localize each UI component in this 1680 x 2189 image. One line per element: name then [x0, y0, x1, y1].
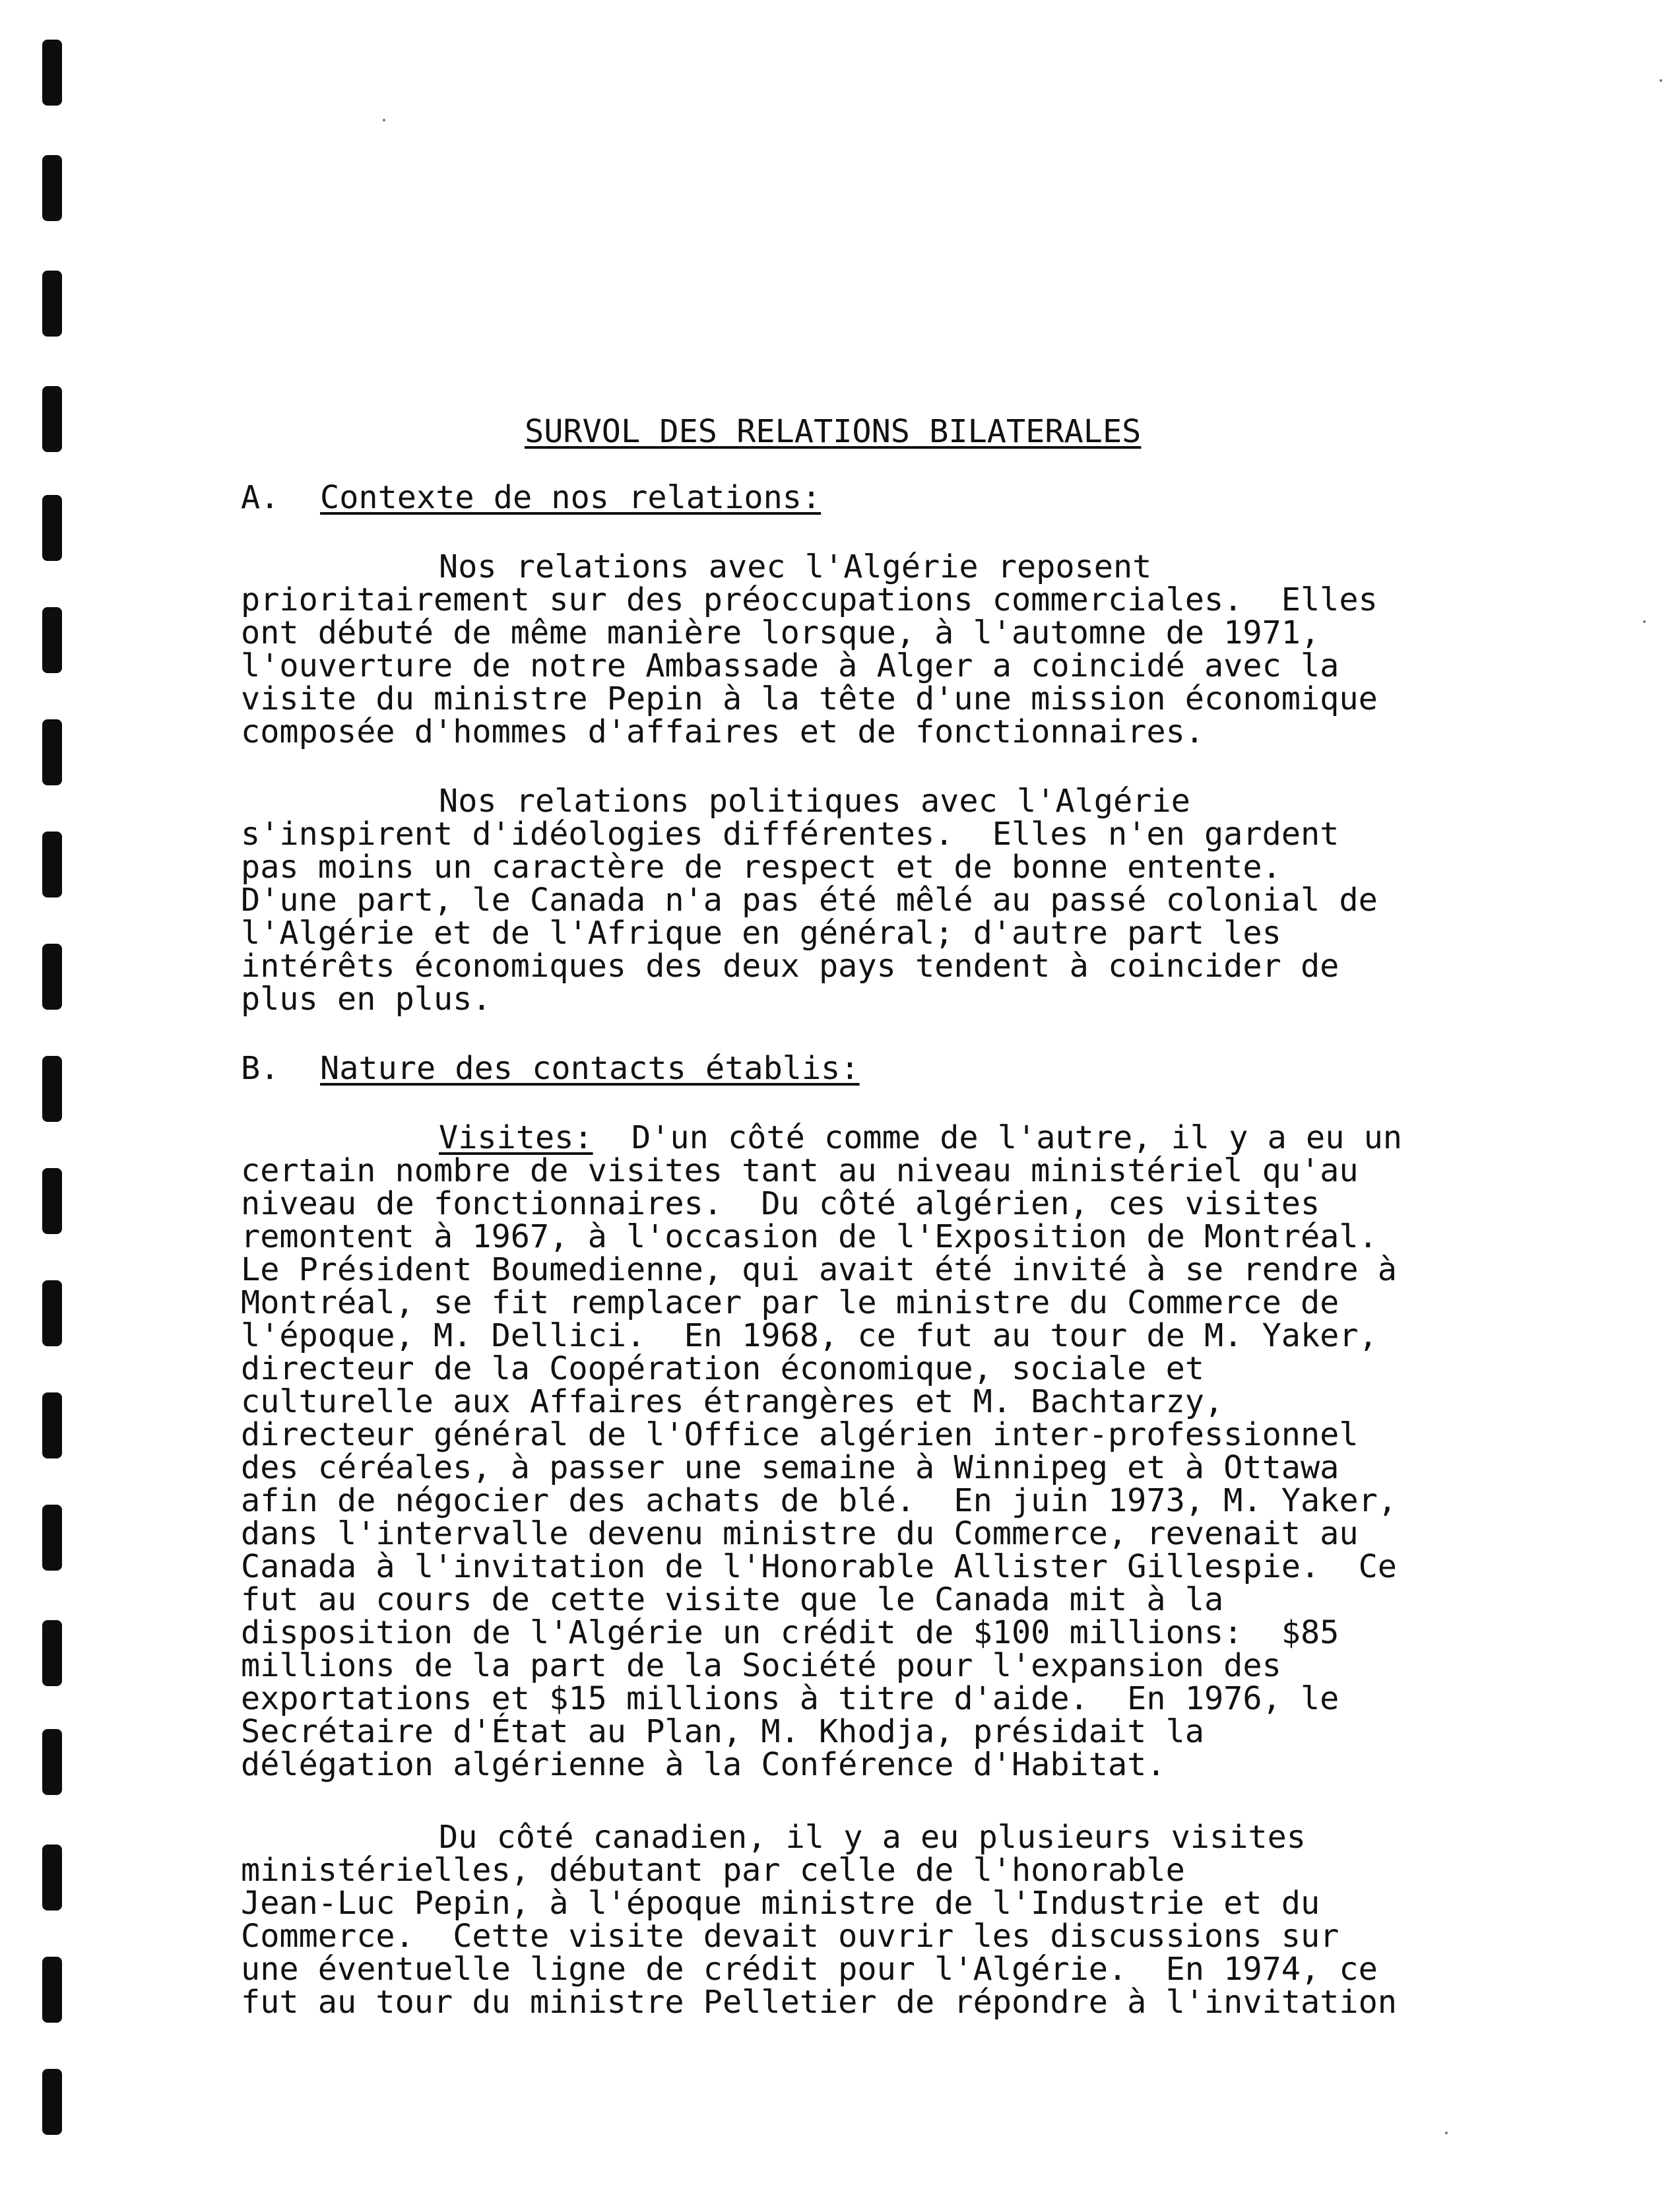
- section-a-letter: A.: [241, 479, 280, 516]
- text-line: s'inspirent d'idéologies différentes. Elles n'en gardent: [241, 816, 1340, 853]
- text-line: directeur de la Coopération économique, sociale et: [241, 1350, 1204, 1387]
- text-line: intérêts économiques des deux pays tendent à coincider de: [241, 948, 1340, 985]
- binding-hole: [42, 1845, 62, 1911]
- text-line: Nos relations politiques avec l'Algérie: [439, 783, 1190, 820]
- text-line: Canada à l'invitation de l'Honorable Allister Gillespie. Ce: [241, 1548, 1397, 1585]
- binding-hole: [42, 1392, 62, 1458]
- binding-hole: [42, 386, 62, 452]
- text-line: afin de négocier des achats de blé. En juin 1973, M. Yaker,: [241, 1482, 1397, 1519]
- binding-hole: [42, 1280, 62, 1346]
- text-line: [439, 1119, 1402, 1156]
- text-line: Du côté canadien, il y a eu plusieurs visites: [439, 1819, 1306, 1856]
- section-b-letter: B.: [241, 1050, 280, 1087]
- binding-hole: [42, 1056, 62, 1122]
- text-line: remontent à 1967, à l'occasion de l'Exposition de Montréal.: [241, 1218, 1378, 1255]
- text-line: certain nombre de visites tant au niveau ministériel qu'au: [241, 1152, 1359, 1189]
- text-line: culturelle aux Affaires étrangères et M. Bachtarzy,: [241, 1383, 1224, 1420]
- text-line: Secrétaire d'État au Plan, M. Khodja, présidait la: [241, 1713, 1204, 1750]
- text-line: plus en plus.: [241, 981, 492, 1018]
- binding-hole: [42, 2069, 62, 2135]
- scan-speck: [1643, 620, 1646, 623]
- text-line: l'Algérie et de l'Afrique en général; d'autre part les: [241, 915, 1281, 952]
- text-line: l'époque, M. Dellici. En 1968, ce fut au tour de M. Yaker,: [241, 1317, 1378, 1354]
- text-line: prioritairement sur des préoccupations commerciales. Elles: [241, 581, 1378, 618]
- binding-hole: [42, 1957, 62, 2023]
- text-line: pas moins un caractère de respect et de bonne entente.: [241, 849, 1281, 886]
- binding-hole: [42, 607, 62, 673]
- section-a-heading: Contexte de nos relations:: [320, 479, 822, 516]
- text-line: visite du ministre Pepin à la tête d'une mission économique: [241, 680, 1378, 717]
- text-line: ministérielles, débutant par celle de l'honorable: [241, 1852, 1185, 1889]
- section-b-heading: Nature des contacts établis:: [320, 1050, 860, 1087]
- binding-hole: [42, 719, 62, 785]
- text-line: composée d'hommes d'affaires et de fonctionnaires.: [241, 713, 1204, 750]
- scan-speck: [1445, 2132, 1448, 2134]
- visits-label: Visites:: [439, 1119, 593, 1156]
- binding-hole: [42, 1620, 62, 1686]
- text-line: exportations et $15 millions à titre d'aide. En 1976, le: [241, 1680, 1340, 1717]
- text-line: Le Président Boumedienne, qui avait été invité à se rendre à: [241, 1251, 1397, 1288]
- binding-holes: [0, 0, 79, 2189]
- binding-hole: [42, 1729, 62, 1795]
- text-line: fut au cours de cette visite que le Canada mit à la: [241, 1581, 1224, 1618]
- binding-hole: [42, 271, 62, 337]
- text-line: disposition de l'Algérie un crédit de $100 millions: $85: [241, 1614, 1340, 1651]
- document-title: SURVOL DES RELATIONS BILATERALES: [525, 413, 1142, 450]
- text-line: millions de la part de la Société pour l'expansion des: [241, 1647, 1281, 1684]
- binding-hole: [42, 155, 62, 221]
- text-line: Nos relations avec l'Algérie reposent: [439, 548, 1152, 585]
- text-line: Jean-Luc Pepin, à l'époque ministre de l'Industrie et du: [241, 1885, 1320, 1922]
- text-line: D'une part, le Canada n'a pas été mêlé au passé colonial de: [241, 882, 1378, 919]
- text-line: des céréales, à passer une semaine à Winnipeg et à Ottawa: [241, 1449, 1340, 1486]
- text-line: ont débuté de même manière lorsque, à l'automne de 1971,: [241, 614, 1320, 651]
- binding-hole: [42, 495, 62, 561]
- visits-first-line: D'un côté comme de l'autre, il y a eu un: [593, 1119, 1402, 1156]
- binding-hole: [42, 1168, 62, 1234]
- text-line: dans l'intervalle devenu ministre du Commerce, revenait au: [241, 1515, 1359, 1552]
- text-line: Montréal, se fit remplacer par le ministre du Commerce de: [241, 1284, 1340, 1321]
- text-line: délégation algérienne à la Conférence d'Habitat.: [241, 1746, 1166, 1783]
- text-line: directeur général de l'Office algérien inter-professionnel: [241, 1416, 1359, 1453]
- text-line: l'ouverture de notre Ambassade à Alger a coincidé avec la: [241, 647, 1340, 684]
- text-line: une éventuelle ligne de crédit pour l'Algérie. En 1974, ce: [241, 1951, 1378, 1988]
- binding-hole: [42, 832, 62, 898]
- binding-hole: [42, 1505, 62, 1571]
- text-line: fut au tour du ministre Pelletier de répondre à l'invitation: [241, 1984, 1397, 2021]
- text-line: Commerce. Cette visite devait ouvrir les discussions sur: [241, 1918, 1340, 1955]
- scan-speck: [1660, 79, 1662, 82]
- binding-hole: [42, 944, 62, 1010]
- binding-hole: [42, 40, 62, 106]
- document-page: [241, 0, 1442, 2189]
- text-line: niveau de fonctionnaires. Du côté algérien, ces visites: [241, 1185, 1320, 1222]
